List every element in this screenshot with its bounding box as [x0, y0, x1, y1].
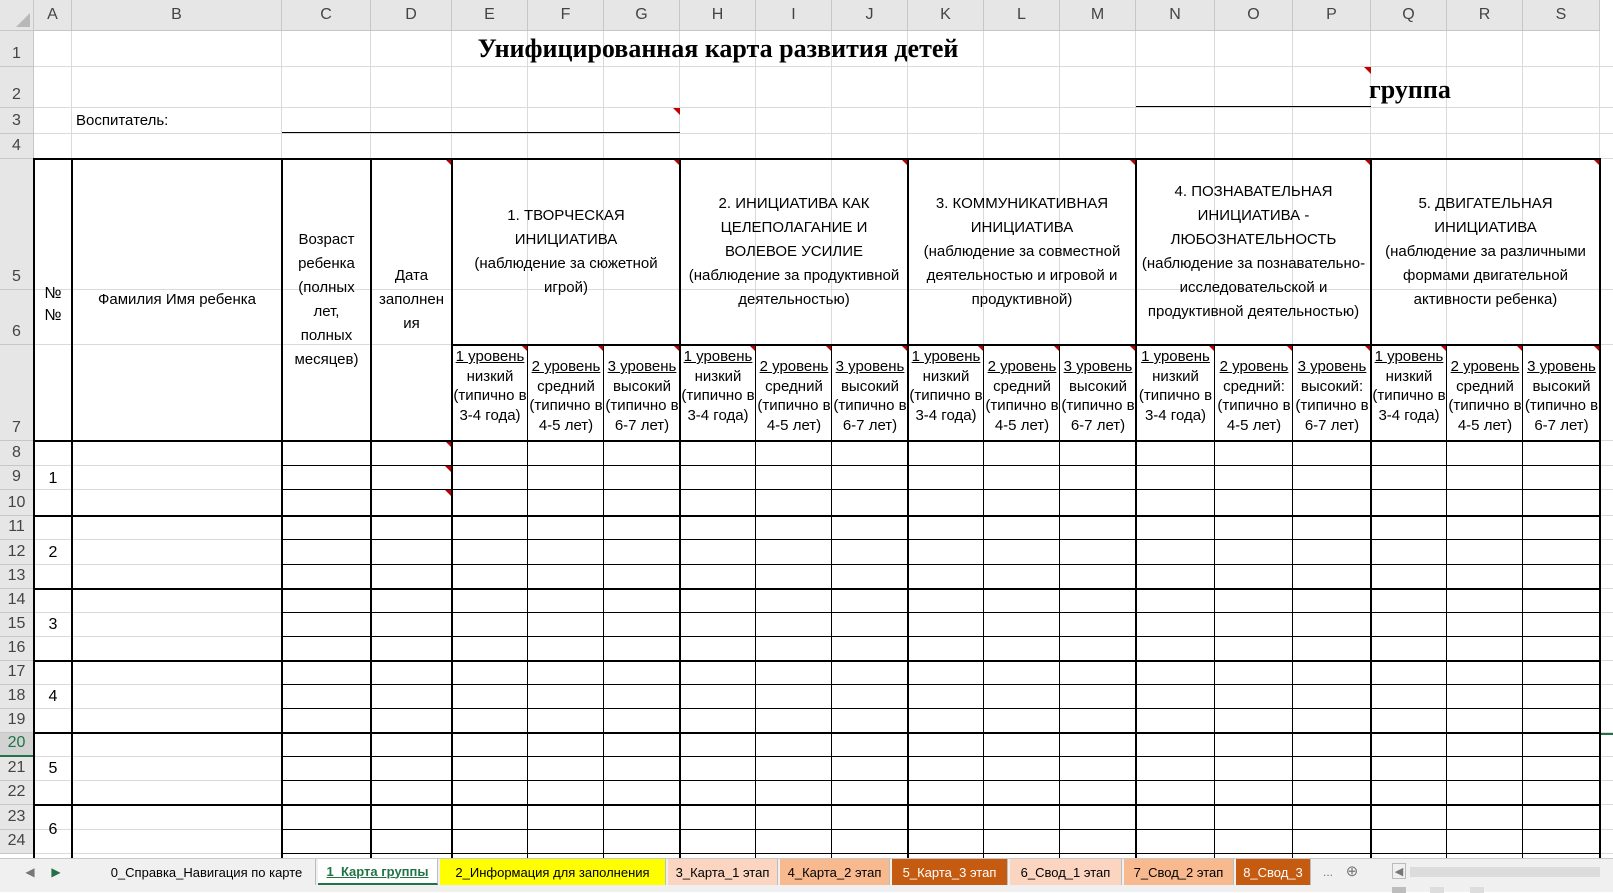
horizontal-scrollbar[interactable]: [1410, 867, 1600, 877]
level-header: [832, 357, 908, 451]
column-header-P[interactable]: P: [1293, 0, 1371, 31]
border: [34, 732, 1600, 734]
level-header: [1293, 357, 1371, 451]
sheet-tab[interactable]: 0_Справка_Навигация по карте: [98, 859, 316, 885]
select-all-corner[interactable]: [0, 0, 34, 31]
column-header-Q[interactable]: Q: [1371, 0, 1447, 31]
border: [34, 588, 1600, 590]
section-subtitle: (наблюдение за различными формами двигательной активности ребенка): [1385, 243, 1586, 308]
sheet-tab[interactable]: 4_Карта_2 этап: [780, 859, 890, 885]
section-subtitle: (наблюдение за совместной деятельностью и игровой и продуктивной): [923, 243, 1121, 308]
border: [282, 564, 1600, 565]
border: [527, 345, 528, 858]
border: [1446, 345, 1447, 858]
border: [282, 829, 1600, 830]
level-header: [908, 347, 984, 441]
border: [282, 708, 1600, 709]
border: [1214, 345, 1215, 858]
border: [1599, 158, 1601, 858]
column-header-H[interactable]: H: [680, 0, 756, 31]
column-header-K[interactable]: K: [908, 0, 984, 31]
add-sheet-icon[interactable]: ⊕: [1345, 863, 1359, 880]
row-header-14[interactable]: 14: [0, 589, 34, 613]
column-header-R[interactable]: R: [1447, 0, 1523, 31]
column-header-C[interactable]: C: [282, 0, 371, 31]
sheet-tab[interactable]: 7_Свод_2 этап: [1124, 859, 1234, 885]
sheet-tab[interactable]: 1_Карта группы: [318, 859, 438, 885]
sheet-tab[interactable]: 5_Карта_3 этап: [892, 859, 1008, 885]
sheet-tab-bar: [0, 858, 1613, 892]
level-title: 1 уровень: [455, 348, 525, 365]
column-header-J[interactable]: J: [832, 0, 908, 31]
level-header: [1447, 357, 1523, 451]
row-header-11[interactable]: 11: [0, 516, 34, 540]
level-description: средний (типично в 4-5 лет): [757, 377, 831, 434]
border: [282, 539, 1600, 540]
teacher-input-underline[interactable]: [282, 132, 680, 133]
border: [907, 158, 909, 858]
teacher-label: Воспитатель:: [76, 112, 169, 129]
page-break-icon[interactable]: [1470, 887, 1484, 893]
hscroll-left-icon[interactable]: ◀: [1392, 863, 1406, 879]
border: [679, 158, 681, 858]
level-description: низкий (типично в 3-4 года): [1372, 367, 1446, 424]
level-title: 3 уровень: [607, 358, 677, 375]
border: [1370, 158, 1372, 858]
section-header-3: [908, 159, 1136, 345]
row-header-17[interactable]: 17: [0, 661, 34, 685]
border: [282, 853, 1600, 854]
column-header-G[interactable]: G: [604, 0, 680, 31]
row-header-23[interactable]: 23: [0, 805, 34, 830]
border: [282, 756, 1600, 757]
border: [33, 158, 35, 858]
child-number: 5: [48, 760, 58, 777]
level-title: 3 уровень: [1063, 358, 1133, 375]
section-subtitle: (наблюдение за сюжетной игрой): [474, 255, 658, 296]
level-description: средний (типично в 4-5 лет): [985, 377, 1059, 434]
group-input-underline[interactable]: [1136, 106, 1371, 107]
column-header-N[interactable]: N: [1136, 0, 1215, 31]
level-header: [1060, 357, 1136, 451]
border: [452, 344, 1600, 346]
level-title: 1 уровень: [1374, 348, 1444, 365]
level-description: высокий: (типично в 6-7 лет): [1295, 377, 1369, 434]
page-layout-icon[interactable]: [1430, 887, 1444, 893]
row-header-20[interactable]: 20: [0, 733, 34, 757]
level-description: низкий (типично в 3-4 года): [1138, 367, 1213, 424]
row-header-2[interactable]: 2: [0, 67, 34, 108]
level-description: средний: (типично в 4-5 лет): [1217, 377, 1291, 434]
level-description: низкий (типично в 3-4 года): [681, 367, 755, 424]
border: [34, 660, 1600, 662]
border: [34, 158, 1600, 160]
section-header-5: [1371, 159, 1600, 345]
level-description: низкий (типично в 3-4 года): [453, 367, 527, 424]
sheet-tab[interactable]: 8_Свод_3: [1236, 859, 1311, 885]
row-header-15[interactable]: 15: [0, 613, 34, 637]
level-title: 1 уровень: [911, 348, 981, 365]
level-header: [680, 347, 756, 441]
level-title: 2 уровень: [1450, 358, 1520, 375]
row-header-4[interactable]: 4: [0, 134, 34, 159]
border: [1135, 158, 1137, 858]
child-number: 4: [48, 688, 58, 705]
more-tabs-ellipsis[interactable]: ...: [1322, 865, 1333, 879]
level-description: высокий (типично в 6-7 лет): [1061, 377, 1135, 434]
level-title: 2 уровень: [531, 358, 601, 375]
level-description: высокий (типично в 6-7 лет): [605, 377, 679, 434]
column-header-F[interactable]: F: [528, 0, 604, 31]
row-header-8[interactable]: 8: [0, 441, 34, 466]
row-header-10[interactable]: 10: [0, 490, 34, 516]
level-header: [452, 347, 528, 441]
column-header-A[interactable]: A: [34, 0, 72, 31]
border: [983, 345, 984, 858]
row-header-19[interactable]: 19: [0, 709, 34, 733]
num-header: № №: [44, 285, 62, 324]
level-header: [1215, 357, 1293, 451]
border: [282, 465, 1600, 466]
level-title: 1 уровень: [683, 348, 753, 365]
tab-scroll-right-icon[interactable]: ▶: [51, 865, 61, 879]
sheet-tab[interactable]: 2_Информация для заполнения: [440, 859, 666, 885]
row-header-13[interactable]: 13: [0, 565, 34, 589]
row-header-16[interactable]: 16: [0, 637, 34, 661]
level-title: 2 уровень: [987, 358, 1057, 375]
selection-indicator: [1600, 733, 1613, 735]
level-title: 3 уровень: [835, 358, 905, 375]
border: [34, 515, 1600, 517]
sheet-tab[interactable]: 6_Свод_1 этап: [1010, 859, 1122, 885]
comment-indicator: [1364, 67, 1371, 74]
page-title: Унифицированная карта развития детей: [477, 34, 959, 63]
section-title: 4. ПОЗНАВАТЕЛЬНАЯ ИНИЦИАТИВА - ЛЮБОЗНАТЕЛЬНОСТЬ: [1170, 183, 1337, 248]
row-header-21[interactable]: 21: [0, 757, 34, 781]
level-title: 3 уровень: [1527, 358, 1596, 375]
comment-indicator: [673, 108, 680, 115]
level-header: [604, 357, 680, 451]
column-header-O[interactable]: O: [1215, 0, 1293, 31]
normal-view-icon[interactable]: [1392, 887, 1406, 893]
row-header-1[interactable]: 1: [0, 31, 34, 67]
date-header: Дата заполнен ия: [378, 267, 445, 332]
border: [71, 158, 73, 858]
row-header-18[interactable]: 18: [0, 685, 34, 709]
row-header-7[interactable]: 7: [0, 345, 34, 441]
section-header-2: [680, 159, 908, 345]
level-description: средний (типично в 4-5 лет): [529, 377, 603, 434]
row-header-22[interactable]: 22: [0, 781, 34, 805]
level-header: [984, 357, 1060, 451]
child-number: 2: [48, 543, 58, 561]
tab-scroll-left-icon[interactable]: ◀: [25, 865, 35, 879]
level-title: 3 уровень: [1297, 358, 1367, 375]
column-header-I[interactable]: I: [756, 0, 832, 31]
border: [282, 684, 1600, 685]
section-title: 1. ТВОРЧЕСКАЯ ИНИЦИАТИВА: [507, 207, 625, 248]
level-header: [756, 357, 832, 451]
row-header-3[interactable]: 3: [0, 108, 34, 134]
name-header: Фамилия Имя ребенка: [97, 291, 257, 308]
level-title: 1 уровень: [1141, 348, 1210, 365]
column-header-S[interactable]: S: [1523, 0, 1600, 31]
row-header-5[interactable]: 5: [0, 159, 34, 290]
row-header-12[interactable]: 12: [0, 540, 34, 565]
level-description: высокий (типично в 6-7 лет): [1524, 377, 1599, 434]
row-header-24[interactable]: 24: [0, 830, 34, 854]
border: [755, 345, 756, 858]
child-number: 3: [48, 616, 58, 633]
column-header-E[interactable]: E: [452, 0, 528, 31]
border: [282, 780, 1600, 781]
level-header: [528, 357, 604, 451]
section-title: 5. ДВИГАТЕЛЬНАЯ ИНИЦИАТИВА: [1418, 195, 1553, 236]
child-number: 6: [48, 820, 58, 838]
border: [831, 345, 832, 858]
column-header-M[interactable]: M: [1060, 0, 1136, 31]
section-subtitle: (наблюдение за познавательно-исследовательской и продуктивной деятельностью): [1141, 255, 1366, 320]
column-header-L[interactable]: L: [984, 0, 1060, 31]
section-header-1: [452, 159, 680, 345]
level-title: 2 уровень: [759, 358, 829, 375]
column-header-B[interactable]: B: [72, 0, 282, 31]
row-header-6[interactable]: 6: [0, 290, 34, 345]
level-title: 2 уровень: [1219, 358, 1289, 375]
level-description: средний (типично в 4-5 лет): [1448, 377, 1522, 434]
level-header: [1136, 347, 1215, 441]
border: [1292, 345, 1293, 858]
border: [34, 804, 1600, 806]
level-header: [1371, 347, 1447, 441]
level-description: низкий (типично в 3-4 года): [909, 367, 983, 424]
border: [1059, 345, 1060, 858]
border: [282, 636, 1600, 637]
section-header-4: [1136, 159, 1371, 345]
group-label: группа: [1369, 75, 1451, 104]
border: [282, 489, 1600, 490]
border: [34, 440, 1600, 442]
level-header: [1523, 357, 1600, 451]
level-description: высокий (типично в 6-7 лет): [833, 377, 907, 434]
border: [603, 345, 604, 858]
row-header-9[interactable]: 9: [0, 466, 34, 490]
child-number: 1: [48, 469, 58, 487]
age-header: Возраст ребенка (полных лет, полных месяцев): [294, 231, 359, 368]
border: [1522, 345, 1523, 858]
border: [281, 158, 283, 858]
section-title: 2. ИНИЦИАТИВА КАК ЦЕЛЕПОЛАГАНИЕ И ВОЛЕВОЕ УСИЛИЕ: [718, 195, 870, 260]
section-title: 3. КОММУНИКАТИВНАЯ ИНИЦИАТИВА: [935, 195, 1109, 236]
column-header-D[interactable]: D: [371, 0, 452, 31]
border: [370, 158, 372, 858]
sheet-tab[interactable]: 3_Карта_1 этап: [668, 859, 778, 885]
border: [282, 612, 1600, 613]
border: [451, 158, 453, 858]
section-subtitle: (наблюдение за продуктивной деятельностью): [688, 267, 900, 308]
